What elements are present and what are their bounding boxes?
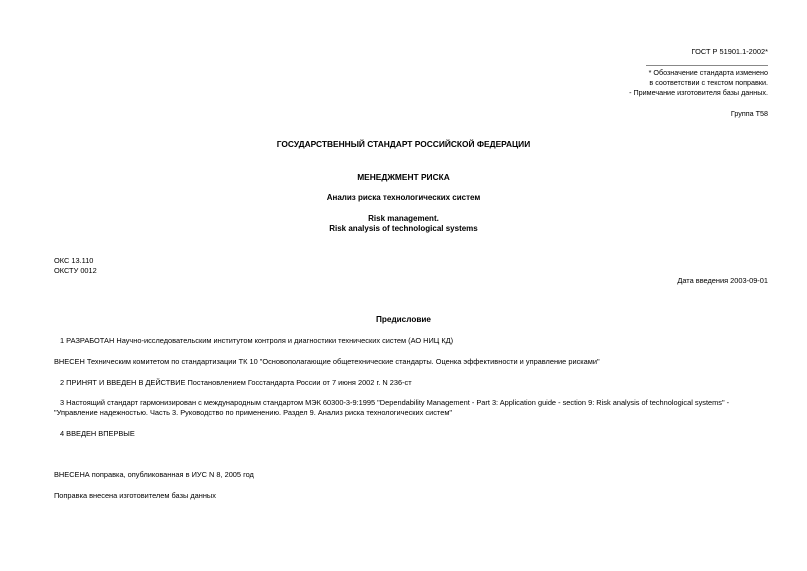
designation-note-line-3: - Примечание изготовителя базы данных. <box>629 88 768 97</box>
oks-code: ОКС 13.110 <box>54 256 94 265</box>
header-divider <box>646 65 768 66</box>
introduction-date: Дата введения 2003-09-01 <box>677 276 768 285</box>
standard-main-title: МЕНЕДЖМЕНТ РИСКА <box>357 172 450 182</box>
standard-subtitle: Анализ риска технологических систем <box>326 193 481 202</box>
designation-note-line-2: в соответствии с текстом поправки. <box>649 78 768 87</box>
foreword-paragraph-5: 4 ВВЕДЕН ВПЕРВЫЕ <box>60 429 135 438</box>
foreword-paragraph-3: 2 ПРИНЯТ И ВВЕДЕН В ДЕЙСТВИЕ Постановлением Госстандарта России от 7 июня 2002 г. N 236-ст <box>60 378 412 387</box>
document-number: ГОСТ Р 51901.1-2002* <box>691 47 768 56</box>
amendment-note: ВНЕСЕНА поправка, опубликованная в ИУС N 8, 2005 год <box>54 470 254 479</box>
state-standard-title: ГОСУДАРСТВЕННЫЙ СТАНДАРТ РОССИЙСКОЙ ФЕДЕРАЦИИ <box>276 139 531 149</box>
foreword-paragraph-4: 3 Настоящий стандарт гармонизирован с международным стандартом МЭК 60300-3-9:1995 "Dependability Management - Part 3: Application guide - section 9: Risk analysis of technological systems" - "Управление надежностью. Часть 3. Руководство по применению. Раздел 9. Анализ риска технологических систем" <box>54 398 730 417</box>
designation-note-line-1: * Обозначение стандарта изменено <box>648 68 768 77</box>
foreword-heading: Предисловие <box>376 315 431 324</box>
english-title-line-2: Risk analysis of technological systems <box>329 224 478 233</box>
foreword-paragraph-2: ВНЕСЕН Техническим комитетом по стандартизации ТК 10 "Основополагающие общетехнические стандарты. Оценка эффективности и управление рисками" <box>54 357 600 366</box>
english-title-line-1: Risk management. <box>368 214 439 223</box>
group-code: Группа Т58 <box>730 109 768 118</box>
okstu-code: ОКСТУ 0012 <box>54 266 97 275</box>
amendment-applied-note: Поправка внесена изготовителем базы данных <box>54 491 216 500</box>
foreword-paragraph-1: 1 РАЗРАБОТАН Научно-исследовательским институтом контроля и диагностики технических систем (АО НИЦ КД) <box>60 336 454 345</box>
